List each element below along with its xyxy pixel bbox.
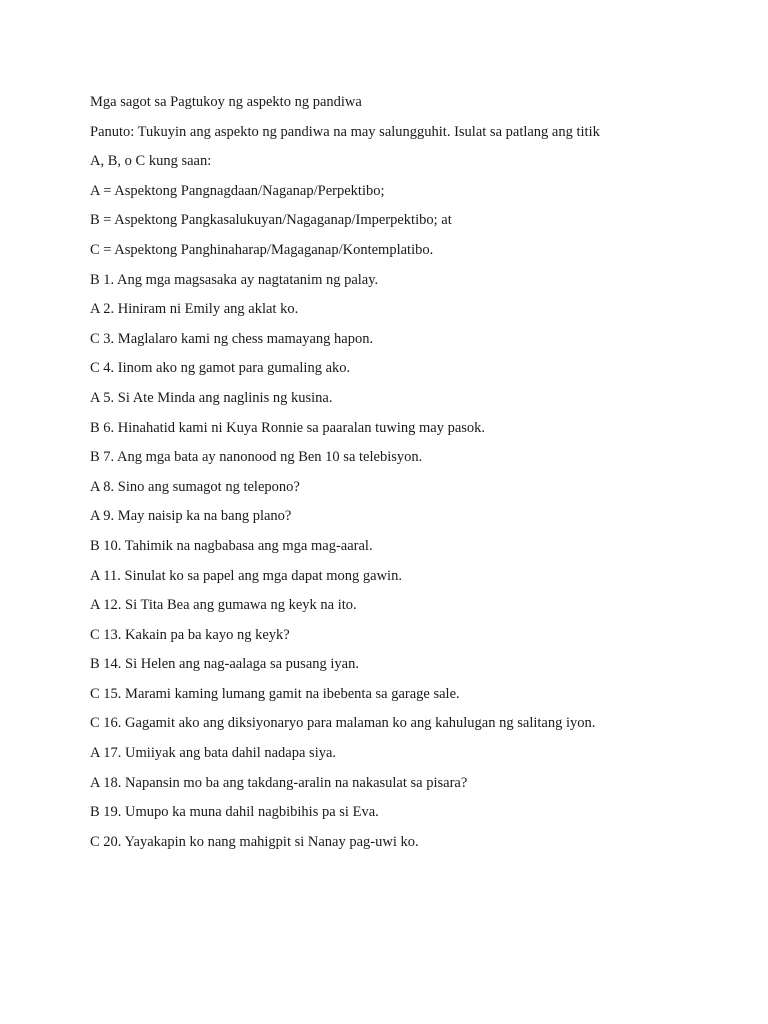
answer-item: B 19. Umupo ka muna dahil nagbibihis pa si Eva. (90, 804, 379, 821)
answer-item: B 7. Ang mga bata ay nanonood ng Ben 10 sa telebisyon. (90, 449, 423, 466)
instruction-line: A, B, o C kung saan: (90, 153, 212, 170)
answer-item: A 8. Sino ang sumagot ng telepono? (90, 478, 300, 495)
answer-item: A 17. Umiiyak ang bata dahil nadapa siya. (90, 745, 337, 762)
instruction-line: Panuto: Tukuyin ang aspekto ng pandiwa na may salungguhit. Isulat sa patlang ang titik (90, 123, 600, 140)
answer-item: A 18. Napansin mo ba ang takdang-aralin na nakasulat sa pisara? (90, 774, 468, 791)
answer-item: C 16. Gagamit ako ang diksiyonaryo para malaman ko ang kahulugan ng salitang iyon. (90, 715, 596, 732)
answer-item: B 6. Hinahatid kami ni Kuya Ronnie sa paaralan tuwing may pasok. (90, 419, 486, 436)
answer-item: A 5. Si Ate Minda ang naglinis ng kusina. (90, 389, 333, 406)
answer-item: A 11. Sinulat ko sa papel ang mga dapat mong gawin. (90, 567, 402, 584)
legend-item-a: A = Aspektong Pangnagdaan/Naganap/Perpektibo; (90, 182, 385, 199)
answer-item: C 15. Marami kaming lumang gamit na ibebenta sa garage sale. (90, 685, 460, 702)
legend-item-c: C = Aspektong Panghinaharap/Magaganap/Kontemplatibo. (90, 241, 434, 258)
answer-item: B 1. Ang mga magsasaka ay nagtatanim ng palay. (90, 271, 379, 288)
answer-item: A 9. May naisip ka na bang plano? (90, 508, 292, 525)
answer-item: C 20. Yayakapin ko nang mahigpit si Nanay pag-uwi ko. (90, 833, 419, 850)
answer-item: C 4. Iinom ako ng gamot para gumaling ako. (90, 360, 351, 377)
answer-item: B 14. Si Helen ang nag-aalaga sa pusang iyan. (90, 656, 359, 673)
answer-item: C 3. Maglalaro kami ng chess mamayang hapon. (90, 330, 374, 347)
legend-item-b: B = Aspektong Pangkasalukuyan/Nagaganap/Imperpektibo; at (90, 212, 452, 229)
answer-item: A 2. Hiniram ni Emily ang aklat ko. (90, 301, 299, 318)
document-page (90, 93, 730, 862)
document-title: Mga sagot sa Pagtukoy ng aspekto ng pandiwa (90, 94, 362, 110)
answer-item: C 13. Kakain pa ba kayo ng keyk? (90, 626, 290, 643)
answer-item: A 12. Si Tita Bea ang gumawa ng keyk na ito. (90, 597, 357, 614)
answer-item: B 10. Tahimik na nagbabasa ang mga mag-aaral. (90, 537, 373, 554)
